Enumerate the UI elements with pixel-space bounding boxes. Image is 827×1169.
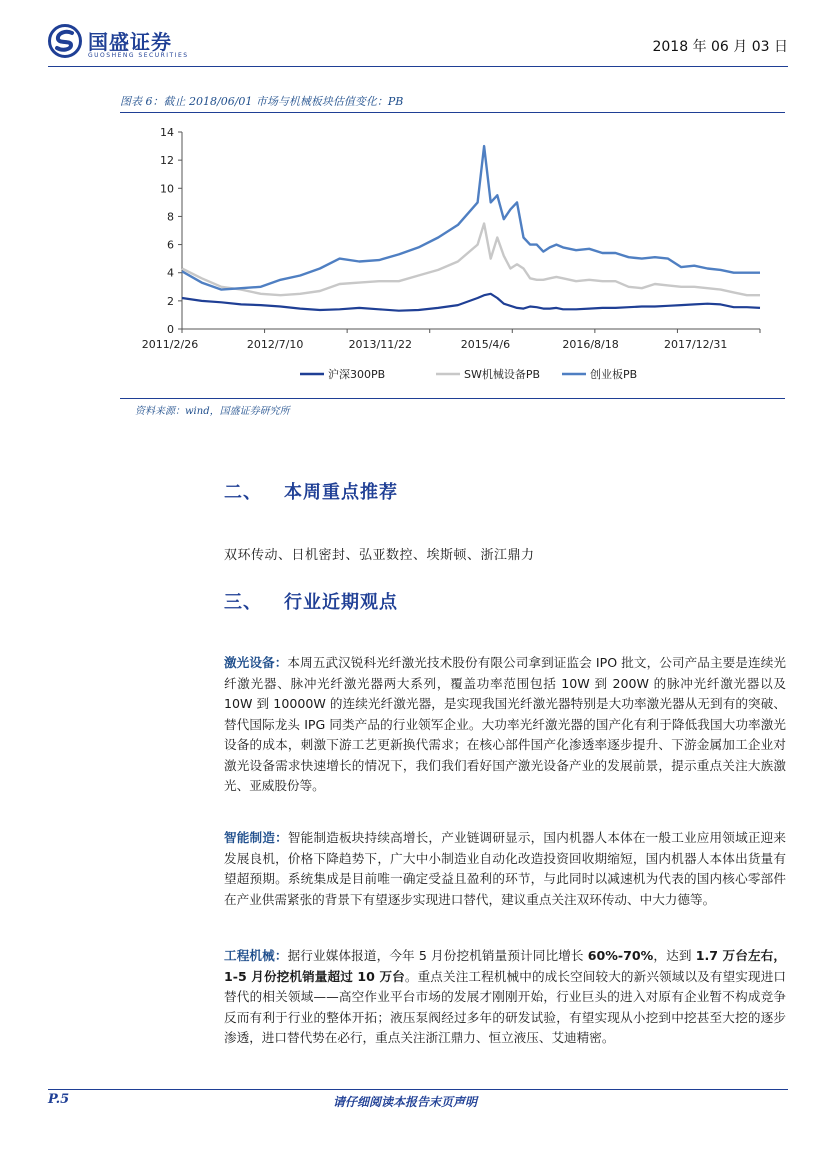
x-tick-label: 2011/2/26 xyxy=(141,338,199,351)
paragraph-laser-equipment xyxy=(224,653,786,797)
section-heading: 本周重点推荐 xyxy=(284,482,398,503)
x-tick-label: 2013/11/22 xyxy=(348,338,412,351)
x-tick-label: 2017/12/31 xyxy=(663,338,728,351)
pb-valuation-chart xyxy=(120,114,785,396)
section-number: 三、 xyxy=(224,592,262,613)
y-tick-label: 8 xyxy=(167,210,174,224)
paragraph-body-1: 据行业媒体报道，今年 5 月份挖机销量预计同比增长 xyxy=(287,948,588,963)
section-title-outlook xyxy=(224,588,398,614)
company-name: 国盛证券 xyxy=(88,30,172,54)
section-heading: 行业近期观点 xyxy=(284,592,398,613)
paragraph-body-2: ，达到 xyxy=(653,948,696,963)
legend-label: 创业板PB xyxy=(590,368,638,381)
paragraph-body-3: 。重点关注工程机械中的成长空间较大的新兴领域以及有望实现进口替代的相关领域——高空作业平台市场的发展才刚刚开始，行业巨头的进入对原有企业暂不构成竞争反而有利于行业的整体开拓；液压泵阀经过多年的研发试验，有望实现从小挖到中挖甚至大挖的逐步渗透，进口替代势在必行，重点关注浙江鼎力、恒立液压、艾迪精密。 xyxy=(224,968,786,1045)
paragraph-construction-machinery xyxy=(224,946,786,1049)
report-date: 2018 年 06 月 03 日 xyxy=(652,39,788,55)
y-tick-label: 12 xyxy=(160,154,174,168)
figure-caption: 图表 6：截止 2018/06/01 市场与机械板块估值变化：PB xyxy=(120,95,404,108)
company-name-english: GUOSHENG SECURITIES xyxy=(88,52,189,59)
y-tick-label: 2 xyxy=(167,294,174,308)
legend-label: SW机械设备PB xyxy=(464,368,541,381)
paragraph-body: 本周五武汉锐科光纤激光技术股份有限公司拿到证监会 IPO 批文，公司产品主要是连续光纤激光器、脉冲光纤激光器两大系列，覆盖功率范围包括 10W 到 200W 的脉冲光纤激光器以及 10W 到 10000W 的连续光纤激光器，是实现我国光纤激光器特别是大功率激光器从无到有的突破、替代国际龙头 IPG 同类产品的行业领军企业。大功率光纤激光器的国产化有利于降低我国大功率激光设备的成本，刺激下游工艺更新换代需求；在核心部件国产化渗透率逐步提升、下游金属加工企业对激光设备需求快速增长的情况下，我们我们看好国产激光设备产业的发展前景，提示重点关注大族激光、亚威股份等。 xyxy=(224,655,787,793)
footer-disclaimer: 请仔细阅读本报告末页声明 xyxy=(332,1095,477,1109)
paragraph-body: 智能制造板块持续高增长，产业链调研显示，国内机器人本体在一般工业应用领域正迎来发展良机，价格下降趋势下，广大中小制造业自动化改造投资回收期缩短，国内机器人本体出货量有望超预期。系统集成是目前唯一确定受益且盈利的环节，与此同时以减速机为代表的国内核心零部件在产业供需紧张的背景下有望逐步实现进口替代，建议重点关注双环传动、中大力德等。 xyxy=(224,830,787,907)
series-line-2 xyxy=(182,146,760,290)
chart-legend xyxy=(300,367,637,381)
y-tick-label: 6 xyxy=(167,238,174,252)
series-line-0 xyxy=(182,294,760,311)
header-divider xyxy=(48,66,788,67)
paragraph-emphasis-2: 1.7 万台左右，1-5 月份挖机销量超过 10 万台 xyxy=(224,948,786,984)
footer-divider xyxy=(48,1089,788,1090)
series-layer xyxy=(182,146,760,311)
y-tick-label: 14 xyxy=(160,126,174,139)
figure-source: 资料来源：wind，国盛证券研究所 xyxy=(135,406,290,417)
section-number: 二、 xyxy=(224,482,262,503)
paragraph-lead: 激光设备： xyxy=(224,655,288,670)
y-tick-label: 10 xyxy=(160,182,174,196)
paragraph-smart-manufacturing xyxy=(224,828,786,910)
paragraph-lead: 工程机械： xyxy=(224,948,288,963)
legend-label: 沪深300PB xyxy=(328,368,386,381)
figure-bottom-rule xyxy=(120,398,785,399)
paragraph-lead: 智能制造： xyxy=(224,830,288,845)
figure-top-rule xyxy=(120,112,785,113)
y-tick-label: 0 xyxy=(167,323,174,336)
section-title-recommend xyxy=(224,478,398,504)
page-header xyxy=(48,20,788,66)
x-tick-label: 2012/7/10 xyxy=(246,338,304,351)
paragraph-emphasis-1: 60%-70% xyxy=(587,948,654,963)
x-tick-label: 2015/4/6 xyxy=(460,338,511,351)
company-logo-icon xyxy=(48,24,82,58)
recommended-stocks: 双环传动、日机密封、弘亚数控、埃斯顿、浙江鼎力 xyxy=(224,548,535,563)
y-tick-label: 4 xyxy=(167,266,174,280)
x-tick-label: 2016/8/18 xyxy=(562,338,619,351)
page-number: P.5 xyxy=(48,1092,70,1107)
x-axis xyxy=(142,329,760,351)
y-axis xyxy=(160,126,182,336)
